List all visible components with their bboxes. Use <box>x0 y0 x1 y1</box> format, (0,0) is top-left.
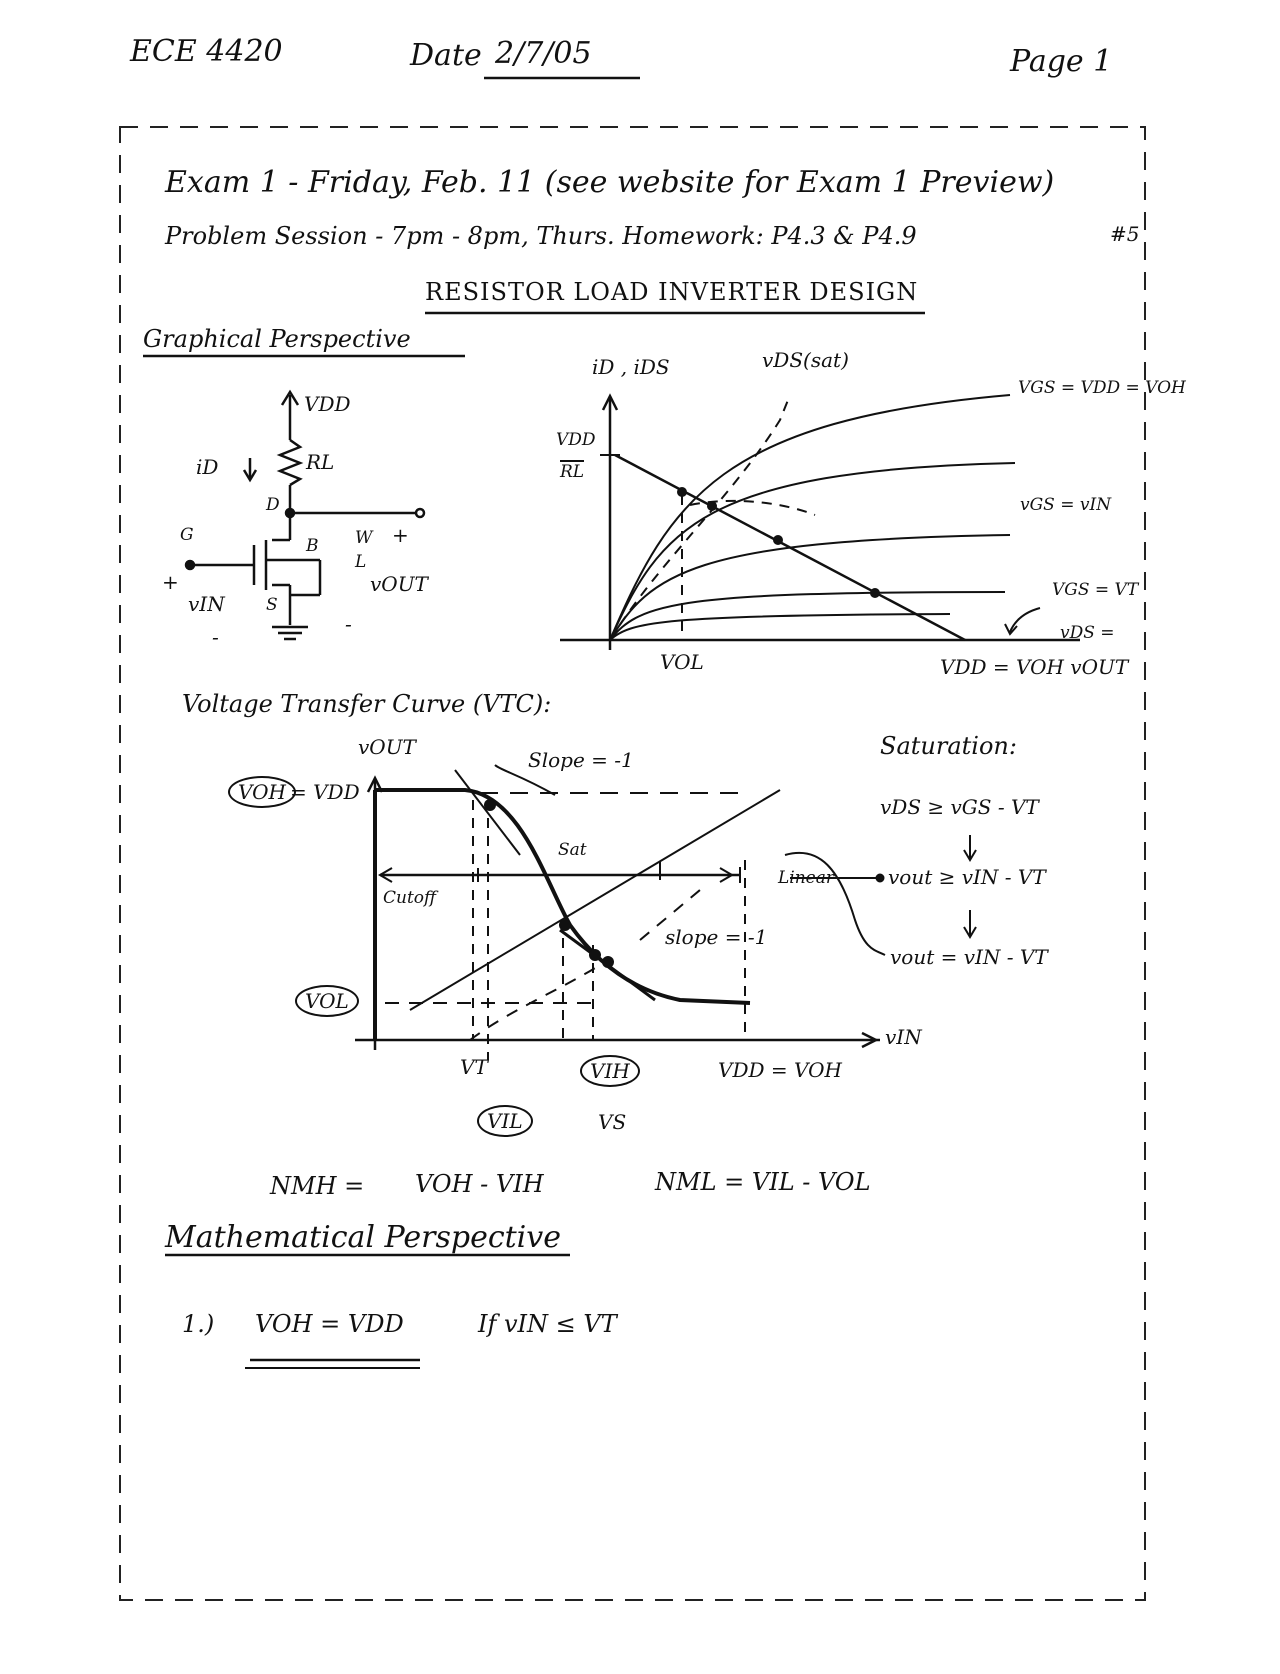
vtc-sat-region: Sat <box>558 840 587 860</box>
nmh-label: NMH = <box>270 1172 365 1200</box>
circuit-drain: D <box>266 495 280 515</box>
saturation-eq-vds: vDS ≥ vGS - VT <box>880 795 1039 819</box>
circuit-id: iD <box>196 455 219 479</box>
vtc-heading: Voltage Transfer Curve (VTC): <box>182 690 552 718</box>
saturation-eq-boundary: vout = vIN - VT <box>890 945 1048 969</box>
vtc-vt-label: VT <box>460 1055 488 1079</box>
math-item1-number: 1.) <box>182 1310 215 1338</box>
vtc-vdd-voh-label: VDD = VOH <box>718 1058 842 1082</box>
circuit-w: W <box>355 528 373 548</box>
course-code: ECE 4420 <box>130 34 283 69</box>
vtc-vil-label: VIL <box>477 1105 533 1137</box>
saturation-eq-vout: vout ≥ vIN - VT <box>888 865 1046 889</box>
page-title: RESISTOR LOAD INVERTER DESIGN <box>425 278 919 306</box>
circuit-vdd: VDD <box>304 392 351 416</box>
circuit-vin-plus: + <box>162 570 179 594</box>
nmh-expression: VOH - VIH <box>415 1170 544 1198</box>
vtc-vol-label: VOL <box>295 985 359 1017</box>
circuit-l: L <box>355 552 367 572</box>
circuit-body: B <box>306 536 319 556</box>
vtc-cutoff-region: Cutoff <box>383 888 437 908</box>
vtc-slope-bottom: slope = -1 <box>665 925 768 949</box>
vtc-x-axis-label: vIN <box>885 1025 922 1049</box>
iv-y-axis-label: iD , iDS <box>592 355 670 379</box>
vtc-voh-label: VOH <box>228 776 296 808</box>
saturation-heading: Saturation: <box>880 732 1017 760</box>
circuit-rl: RL <box>306 450 335 474</box>
iv-vds-sat-label: vDS(sat) <box>762 348 849 372</box>
nml-expression: NML = VIL - VOL <box>655 1168 871 1196</box>
iv-vgs-vt-label: VGS = VT <box>1052 580 1139 600</box>
iv-y-intercept-num: VDD <box>556 430 596 450</box>
vtc-plot <box>355 765 885 1060</box>
graphical-heading: Graphical Perspective <box>143 325 411 353</box>
iv-vgs-top-label: VGS = VDD = VOH <box>1018 378 1186 398</box>
page-number: Page 1 <box>1010 44 1113 79</box>
circuit-vout-minus: - <box>345 612 352 636</box>
math-item1-lhs: VOH = VDD <box>255 1310 404 1338</box>
iv-plot <box>560 395 1080 650</box>
vtc-slope-top: Slope = -1 <box>528 748 634 772</box>
iv-vds-label: vDS = <box>1060 623 1115 643</box>
iv-vgs-vin-label: vGS = vIN <box>1020 495 1112 515</box>
circuit-vin: vIN <box>188 592 225 616</box>
problem-session-note: Problem Session - 7pm - 8pm, Thurs. Homework: P4.3 & P4.9 <box>165 222 917 250</box>
circuit-vout-plus: + <box>392 523 409 547</box>
iv-vol-label: VOL <box>660 650 704 674</box>
vtc-vs-label: VS <box>598 1110 627 1134</box>
date-value: 2/7/05 <box>495 36 592 71</box>
circuit-source: S <box>266 595 278 615</box>
iv-y-intercept-den: RL <box>560 462 585 482</box>
homework-mark: #5 <box>1110 222 1140 246</box>
math-heading: Mathematical Perspective <box>165 1220 561 1255</box>
iv-x-right-label: VDD = VOH vOUT <box>940 655 1129 679</box>
exam-note: Exam 1 - Friday, Feb. 11 (see website for Exam 1 Preview) <box>165 165 1055 200</box>
vtc-vih-label: VIH <box>580 1055 640 1087</box>
math-item1-condition: If vIN ≤ VT <box>478 1310 617 1338</box>
vtc-y-axis-label: vOUT <box>358 735 416 759</box>
circuit-vout: vOUT <box>370 572 428 596</box>
date-label: Date <box>410 38 482 73</box>
vtc-linear-region: Linear <box>778 868 834 888</box>
vtc-voh-eq: = VDD <box>290 780 360 804</box>
circuit-vin-minus: - <box>212 625 219 649</box>
circuit-gate: G <box>180 525 194 545</box>
